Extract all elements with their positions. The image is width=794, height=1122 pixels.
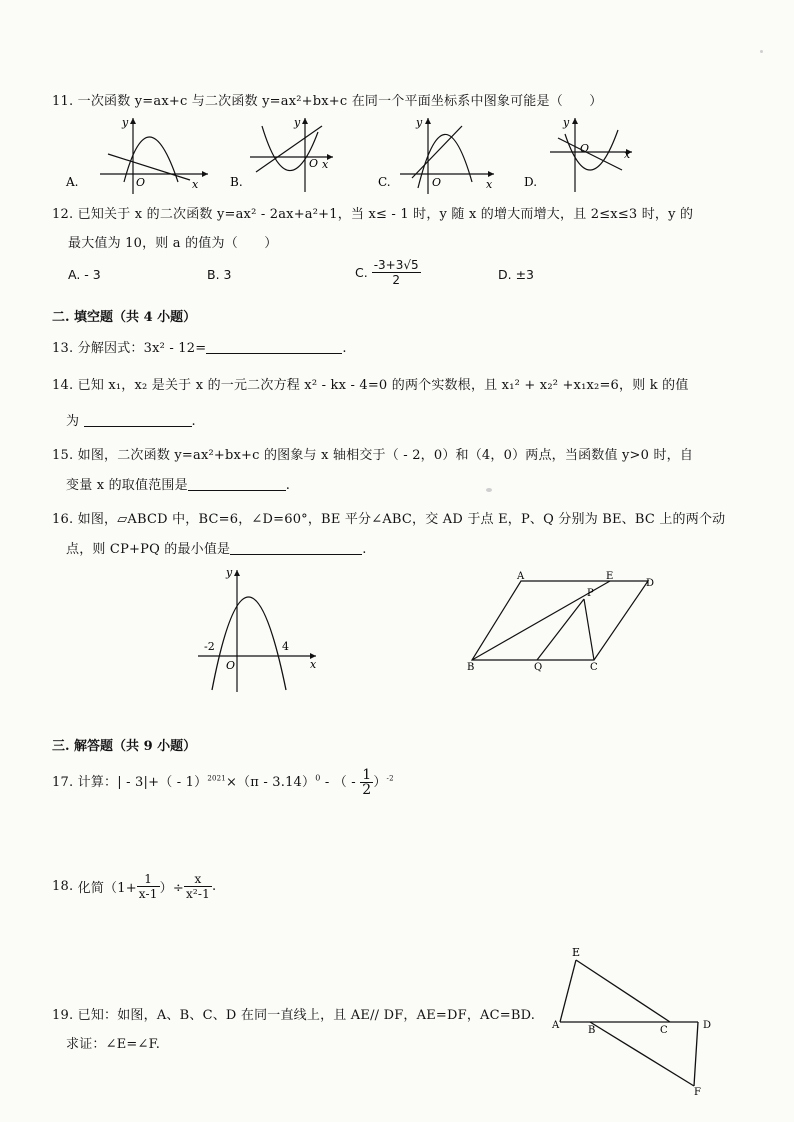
question-text-line1: 已知：如图，A、B、C、D 在同一直线上，且 AE// DF，AE=DF，AC=BD. [77, 1008, 536, 1023]
point-a-label: A [552, 1020, 560, 1031]
period: . [212, 879, 217, 894]
q12-option-c [355, 258, 421, 287]
origin-label: O [309, 157, 319, 170]
question-19-line2: 求证：∠E=∠F. [66, 1037, 161, 1052]
fraction-x-over [184, 872, 212, 901]
figure-q16-parallelogram [466, 572, 666, 672]
fraction-numerator: 1 [137, 872, 160, 887]
question-14-line2 [66, 410, 196, 429]
q11-option-a-label: A. [66, 175, 79, 189]
question-text-line1: 已知关于 x 的二次函数 y=ax² - 2ax+a²+1，当 x≤ - 1 时，y 随 x 的增大而增大，且 2≤x≤3 时，y 的 [77, 207, 694, 222]
question-16 [52, 508, 725, 527]
figure-q19 [550, 946, 730, 1096]
question-number: 14. [52, 378, 74, 393]
exponent: -2 [386, 774, 394, 783]
axis-y-label: y [226, 566, 233, 579]
expression-part: 化简（1+ [77, 881, 137, 896]
answer-blank[interactable] [230, 541, 362, 555]
fraction-one-over [137, 872, 160, 901]
question-text: 一次函数 y=ax+c 与二次函数 y=ax²+bx+c 在同一个平面坐标系中图象可能是（ ） [77, 94, 603, 109]
axis-x-label: x [322, 158, 329, 171]
fraction-denominator: 2 [362, 782, 372, 798]
question-number: 11. [52, 94, 74, 109]
axis-y-label: y [294, 116, 301, 129]
q12-option-b: B. 3 [207, 267, 232, 282]
point-e-label: E [606, 571, 614, 582]
point-a-label: A [517, 571, 525, 582]
question-text-line2: 变量 x 的取值范围是 [66, 478, 188, 493]
figure-q15-parabola [192, 562, 322, 712]
period: . [191, 414, 196, 429]
axis-x-label: x [624, 148, 631, 161]
fraction-numerator: 1 [362, 767, 372, 783]
root-right-label: 4 [282, 640, 289, 653]
section-3-heading: 三. 解答题（共 9 小题） [52, 739, 197, 754]
origin-label: O [136, 176, 146, 189]
point-q-label: Q [534, 662, 543, 673]
exponent: 2021 [207, 774, 226, 783]
point-d-label: D [646, 578, 655, 589]
question-text-line1: 如图，▱ABCD 中，BC=6，∠D=60°，BE 平分∠ABC，交 AD 于点 E，P、Q 分别为 BE、BC 上的两个动 [77, 512, 726, 527]
fraction-denominator: 2 [392, 273, 400, 287]
question-18 [52, 872, 216, 901]
question-19 [52, 1004, 535, 1023]
question-number: 17. [52, 775, 74, 790]
q12-option-a: A. - 3 [68, 267, 101, 282]
scan-speck [486, 488, 492, 492]
q11-option-b-label: B. [230, 175, 243, 189]
fraction-numerator: x [184, 872, 212, 887]
period: . [285, 478, 291, 493]
q11-graph-c [378, 116, 494, 194]
question-13 [52, 337, 347, 356]
section-2-heading: 二. 填空题（共 4 小题） [52, 310, 197, 325]
question-number: 15. [52, 448, 74, 463]
point-c-label: C [590, 662, 598, 673]
question-text-line2: 点，则 CP+PQ 的最小值是 [66, 542, 231, 557]
question-12-line2: 最大值为 10，则 a 的值为（ ） [68, 236, 278, 251]
question-number: 19. [52, 1008, 74, 1023]
origin-label: O [432, 176, 442, 189]
q11-graph-b [230, 116, 333, 192]
point-b-label: B [588, 1025, 596, 1036]
question-text-line2: 为 [66, 414, 80, 429]
q11-option-d-label: D. [524, 175, 538, 189]
fraction-denominator: x-1 [138, 887, 158, 901]
origin-label: O [580, 142, 590, 155]
q11-option-c-label: C. [378, 175, 391, 189]
option-label: C. [355, 265, 368, 280]
point-e-label: E [572, 946, 581, 959]
expression-part: ×（π - 3.14） [225, 775, 316, 790]
point-d-label: D [703, 1020, 712, 1031]
question-number: 12. [52, 207, 74, 222]
root-left-label: -2 [204, 640, 215, 653]
answer-blank[interactable] [188, 477, 286, 491]
q11-graph-d [524, 116, 632, 192]
q11-graphs [0, 112, 794, 202]
exponent: 0 [315, 773, 321, 783]
question-number: 13. [52, 341, 74, 356]
fraction-numerator: -3+3√5 [373, 258, 419, 272]
expression-part: ）÷ [159, 881, 184, 896]
fraction-half [360, 768, 373, 797]
question-14 [52, 374, 689, 393]
axis-x-label: x [486, 178, 493, 191]
question-text-line1: 如图，二次函数 y=ax²+bx+c 的图象与 x 轴相交于（ - 2，0）和（4，0）两点，当函数值 y>0 时，自 [77, 448, 694, 463]
question-number: 16. [52, 512, 74, 527]
expression-part: - （ - [320, 775, 361, 790]
question-text-line1: 已知 x₁，x₂ 是关于 x 的一元二次方程 x² - kx - 4=0 的两个实数根，且 x₁² + x₂² +x₁x₂=6，则 k 的值 [77, 378, 689, 393]
axis-y-label: y [563, 116, 570, 129]
answer-blank[interactable] [84, 413, 192, 427]
point-b-label: B [467, 662, 475, 673]
question-17 [52, 768, 394, 797]
question-11 [52, 90, 603, 109]
period: . [342, 341, 347, 356]
period: . [362, 542, 367, 557]
point-f-label: F [694, 1087, 701, 1098]
question-15-line2 [66, 474, 290, 493]
axis-y-label: y [122, 116, 129, 129]
q11-graph-a [65, 116, 208, 194]
point-c-label: C [660, 1025, 668, 1036]
scan-speck [760, 50, 763, 53]
option-c-fraction [372, 258, 421, 287]
question-number: 18. [52, 879, 74, 894]
point-p-label: P [587, 588, 594, 599]
question-text: 分解因式：3x² - 12= [77, 341, 207, 356]
expression-part: 计算：| - 3|+（ - 1） [77, 775, 208, 790]
axis-y-label: y [416, 116, 423, 129]
answer-blank[interactable] [206, 340, 342, 354]
axis-x-label: x [192, 178, 199, 191]
q12-option-d: D. ±3 [498, 267, 534, 282]
question-12 [52, 203, 693, 222]
fraction-denominator: x²-1 [185, 887, 211, 901]
origin-label: O [226, 659, 236, 672]
question-16-line2 [66, 538, 367, 557]
question-15 [52, 444, 693, 463]
expression-part: ） [373, 775, 387, 790]
axis-x-label: x [310, 658, 317, 671]
